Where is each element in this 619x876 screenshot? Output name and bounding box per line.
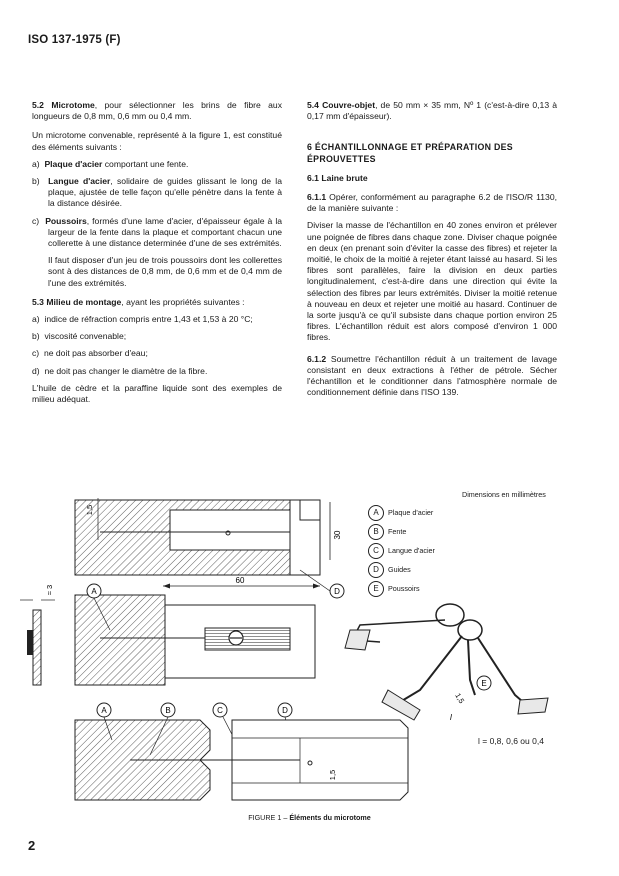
prop-a-text: indice de réfraction compris entre 1,43 et 1,53 à 20 °C; xyxy=(44,314,253,325)
callout-a-bottom-label: A xyxy=(101,706,107,715)
section-5-3-title: Milieu de montage xyxy=(46,296,122,307)
item-c-letter: c) xyxy=(32,215,40,226)
dim-15-top-label: 1,5 xyxy=(85,504,94,516)
section-5-3-number: 5.3 xyxy=(32,296,44,307)
legend-a-label: Plaque d'acier xyxy=(388,507,434,517)
prop-a xyxy=(32,314,282,325)
callout-e xyxy=(477,676,491,690)
item-c-title: Poussoirs xyxy=(45,215,87,226)
figure-caption xyxy=(0,813,619,822)
legend-c-label: Langue d'acier xyxy=(388,545,435,555)
callout-e-label: E xyxy=(481,679,487,688)
section-5-2-body: , pour sélectionner les brins de fibre aux longueurs de 0,8 mm, 0,6 mm ou 0,4 mm. xyxy=(32,100,283,122)
section-6-1-1-body: Diviser la masse de l'échantillon en 40 zones environ et prélever une poignée de fibres dans chaque zone. Diviser chaque poignée en deux (en prenant soin d'éviter la casse des fibres) et rejeter la moitié, le choix de la moitié à rejeter étant laissé au hasard. Si les fibres sont parallèles, faire la division en deux parties longitudinalement, c'est-à-dire dans une direction qui évite la sélection des fibres par leurs extrémités. Diviser la moitié retenue à nouveau en deux et rejeter une moitié au hasard. Continuer de la sorte jusqu'à ce qu'il subsiste dans chaque portion environ 25 fibres. L'échantillon réduit est alors composé d'environ 1 000 fibres. xyxy=(307,220,557,343)
prop-d-text: ne doit pas changer le diamètre de la fibre. xyxy=(44,365,208,376)
section-5-2-number: 5.2 xyxy=(32,100,44,110)
prop-d xyxy=(32,366,282,377)
item-a xyxy=(32,159,282,170)
callout-d-bottom-label: D xyxy=(282,706,288,715)
legend-b-key: B xyxy=(368,524,384,540)
section-5-4-title: Couvre-objet xyxy=(322,100,376,110)
right-column xyxy=(307,100,557,404)
dim-l-label: l xyxy=(450,713,452,722)
section-5-4-body: , de 50 mm × 35 mm, Nº 1 (c'est-à-dire 0,13 à 0,17 mm d'épaisseur). xyxy=(307,100,557,122)
prop-c-letter: c) xyxy=(32,348,40,359)
section-6-1-1-intro xyxy=(307,192,557,214)
dim-30-label: 30 xyxy=(333,530,342,540)
plate-top-view xyxy=(75,500,320,575)
figure-caption-prefix: FIGURE 1 – xyxy=(248,813,290,822)
microtome-drawing xyxy=(0,480,619,810)
callout-c-bottom-label: C xyxy=(217,706,223,715)
item-b xyxy=(32,176,282,210)
legend-e-key: E xyxy=(368,581,384,597)
section-5-3 xyxy=(32,297,282,308)
document-header: ISO 137-1975 (F) xyxy=(28,34,121,46)
section-6-1-2-number: 6.1.2 xyxy=(307,353,327,364)
section-6-heading: 6 ÉCHANTILLONNAGE ET PRÉPARATION DES ÉPROUVETTES xyxy=(307,142,513,164)
item-a-text: comportant une fente. xyxy=(102,158,189,169)
plate-middle-view xyxy=(75,595,315,685)
item-a-letter: a) xyxy=(32,158,40,169)
callout-b-bottom-label: B xyxy=(165,706,171,715)
figure-caption-title: Éléments du microtome xyxy=(289,813,371,822)
page-number: 2 xyxy=(28,838,36,853)
dim-60-label: 60 xyxy=(235,576,245,585)
prop-c xyxy=(32,348,282,359)
legend-d-key: D xyxy=(368,562,384,578)
prop-d-letter: d) xyxy=(32,365,40,376)
section-6-1-1-number: 6.1.1 xyxy=(307,192,327,203)
item-a-title: Plaque d'acier xyxy=(44,158,103,169)
l-values: l = 0,8, 0,6 ou 0,4 xyxy=(478,736,544,746)
medium-examples: L'huile de cèdre et la paraffine liquide sont des exemples de milieu adéquat. xyxy=(32,382,282,405)
prop-b-text: viscosité convenable; xyxy=(44,331,127,342)
callout-d-top-label: D xyxy=(334,587,340,596)
legend-c-key: C xyxy=(368,543,384,559)
plate-bottom-view xyxy=(75,720,408,800)
item-b-letter: b) xyxy=(32,176,40,187)
side-section xyxy=(20,600,55,685)
left-column xyxy=(32,100,282,411)
item-c xyxy=(32,216,282,250)
dim-3-label: ≈ 3 xyxy=(45,584,54,596)
section-5-2 xyxy=(32,100,282,122)
section-5-3-body: , ayant les propriétés suivantes : xyxy=(121,296,245,307)
item-b-title: Langue d'acier xyxy=(48,176,111,187)
section-6-1-2 xyxy=(307,354,557,399)
section-6-1-2-body: Soumettre l'échantillon réduit à un traitement de lavage consistant en deux extractions à l'éther de pétrole. Sécher l'échantillon et le conditionner dans l'atmosphère normale de conditionnement définie dans l'ISO 139. xyxy=(307,353,557,398)
callout-a-top-label: A xyxy=(91,587,97,596)
section-5-4-number: 5.4 xyxy=(307,100,319,110)
dimensions-note: Dimensions en millimètres xyxy=(462,490,546,499)
dim-15-pusher-label: 1,5 xyxy=(453,691,467,706)
legend-a-key: A xyxy=(368,505,384,521)
callout-d-top xyxy=(300,570,344,598)
dim-15-bottom-label: 1,5 xyxy=(328,769,337,781)
legend-e-label: Poussoirs xyxy=(388,583,420,593)
prop-a-letter: a) xyxy=(32,314,40,325)
item-b-text: , solidaire de guides glissant le long de la plaque, ajustée de telle façon qu'elle pénètre dans la fente à la distance désirée. xyxy=(48,176,283,209)
section-6-1-heading: 6.1 Laine brute xyxy=(307,172,368,183)
section-5-4 xyxy=(307,100,557,122)
dim-60-arrow-left xyxy=(163,584,170,589)
prop-b xyxy=(32,331,282,342)
legend-b-label: Fente xyxy=(388,526,407,536)
section-6-1-1-intro-text: Opérer, conformément au paragraphe 6.2 de l'ISO/R 1130, de la manière suivante : xyxy=(307,192,557,214)
pusher-note: Il faut disposer d'un jeu de trois poussoirs dont les collerettes sont à des distances de 0,8 mm, de 0,6 mm et de 0,4 mm de l'une des extrémités. xyxy=(48,255,282,288)
pushers-drawing xyxy=(345,604,548,720)
microtome-intro: Un microtome convenable, représenté à la figure 1, est constitué des éléments suivants : xyxy=(32,130,282,152)
legend-d-label: Guides xyxy=(388,564,411,574)
dim-60-arrow-right xyxy=(313,584,320,589)
prop-c-text: ne doit pas absorber d'eau; xyxy=(43,348,148,359)
prop-b-letter: b) xyxy=(32,331,40,342)
item-c-text: , formés d'une lame d'acier, d'épaisseur égale à la largeur de la fente dans la plaque et comportant chacun une collerette à une distance determinée d'une de ses extrémités. xyxy=(48,215,283,249)
section-5-2-title: Microtome xyxy=(51,100,95,110)
